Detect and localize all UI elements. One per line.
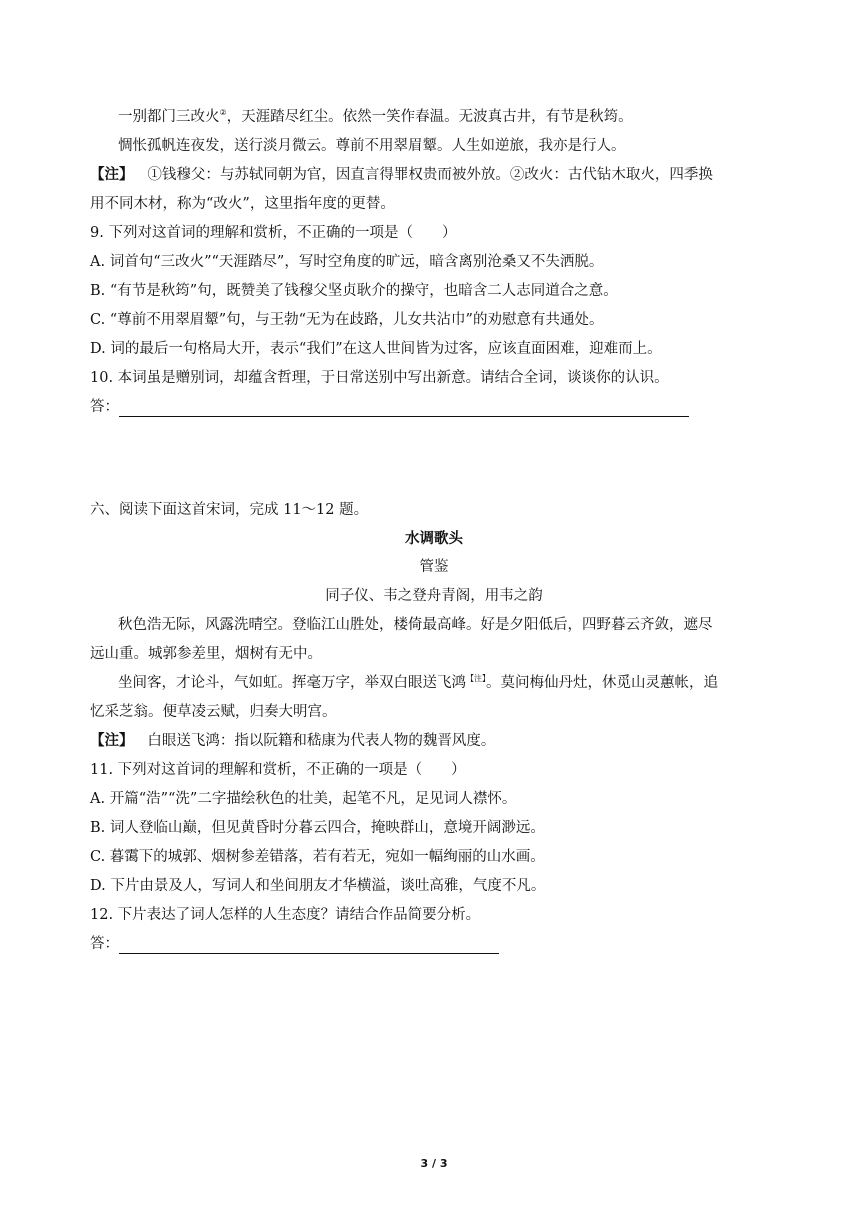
page-number: 3 / 3: [420, 1157, 448, 1170]
poem2-p1-line2: 远山重。城郭参差里，烟树有无中。: [90, 646, 322, 662]
q9-stem: 9. 下列对这首词的理解和赏析，不正确的一项是（ ）: [90, 225, 457, 241]
answer-blank[interactable]: [119, 939, 499, 954]
q11-option-a: A. 开篇“浩”“洗”二字描绘秋色的壮美，起笔不凡，足见词人襟怀。: [90, 791, 517, 807]
poem2-note: 【注】 白眼送飞鸿：指以阮籍和嵇康为代表人物的魏晋风度。: [90, 732, 496, 749]
q9-option-d: D. 词的最后一句格局大开，表示“我们”在这人世间皆为过客，应该直面困难，迎难而上。: [90, 341, 662, 357]
poem2-author: 管鉴: [419, 559, 449, 575]
q10-stem: 10. 本词虽是赠别词，却蕴含哲理，于日常送别中写出新意。请结合全词，谈谈你的认识。: [90, 370, 669, 386]
poem1-line2: 惆怅孤帆连夜发，送行淡月微云。尊前不用翠眉颦。人生如逆旅，我亦是行人。: [118, 138, 626, 154]
section6-heading: 六、阅读下面这首宋词，完成 11～12 题。: [90, 502, 369, 518]
poem1-note: 【注】 ①钱穆父：与苏轼同朝为官，因直言得罪权贵而被外放。②改火：古代钻木取火，四季换: [90, 166, 713, 183]
poem2-title: 水调歌头: [405, 531, 463, 547]
q11-option-b: B. 词人登临山巅，但见黄昏时分暮云四合，掩映群山，意境开阔渺远。: [90, 820, 545, 836]
q9-option-c: C. “尊前不用翠眉颦”句，与王勃“无为在歧路，儿女共沾巾”的劝慰意有共通处。: [90, 312, 604, 328]
poem1-line1: 一别都门三改火②，天涯踏尽红尘。依然一笑作春温。无波真古井，有节是秋筠。: [118, 108, 633, 125]
poem1-note-cont: 用不同木材，称为“改火”，这里指年度的更替。: [90, 196, 395, 212]
footnote-mark: ②: [219, 108, 227, 118]
q11-stem: 11. 下列对这首词的理解和赏析，不正确的一项是（ ）: [90, 762, 466, 778]
poem2-subtitle: 同子仪、韦之登舟青阁，用韦之韵: [325, 588, 543, 604]
q11-option-d: D. 下片由景及人，写词人和坐间朋友才华横溢，谈吐高雅，气度不凡。: [90, 878, 546, 894]
q12-stem: 12. 下片表达了词人怎样的人生态度？请结合作品简要分析。: [90, 907, 481, 923]
answer-blank[interactable]: [119, 402, 689, 417]
note-label: 【注】: [90, 732, 134, 749]
footnote-mark: 【注】: [466, 674, 486, 684]
q9-option-b: B. “有节是秋筠”句，既赞美了钱穆父坚贞耿介的操守，也暗含二人志同道合之意。: [90, 283, 618, 299]
q12-answer: 答：: [90, 934, 499, 954]
note-label: 【注】: [90, 166, 134, 183]
poem2-p2-line2: 忆采芝翁。便草凌云赋，归奏大明宫。: [90, 704, 337, 720]
q9-option-a: A. 词首句“三改火”“天涯踏尽”，写时空角度的旷远，暗含离别沧桑又不失洒脱。: [90, 254, 604, 270]
poem2-p1-line1: 秋色浩无际，风露洗晴空。登临江山胜处，楼倚最高峰。好是夕阳低后，四野暮云齐敛，遮尽: [118, 617, 713, 633]
q10-answer: 答：: [90, 397, 689, 417]
poem2-p2-line1: 坐间客，才论斗，气如虹。挥毫万字，举双白眼送飞鸿$^{【注】}$。莫问梅仙丹灶，休觅山灵蕙帐，追: [118, 674, 718, 691]
q11-option-c: C. 暮霭下的城郭、烟树参差错落，若有若无，宛如一幅绚丽的山水画。: [90, 849, 545, 865]
